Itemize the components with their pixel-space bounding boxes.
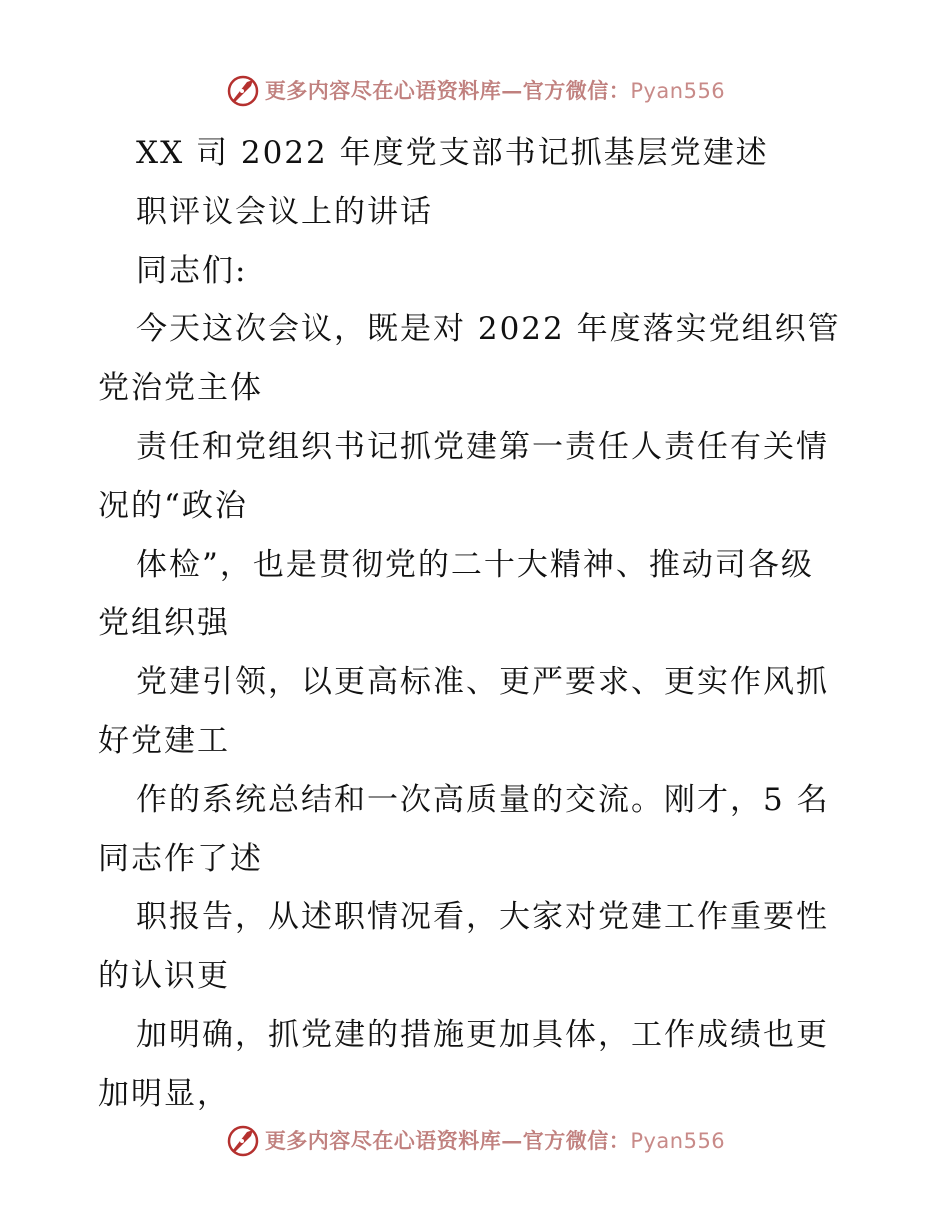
paragraph-line: 加明显，: [98, 1075, 230, 1112]
paragraph-line: 党治党主体: [98, 370, 263, 407]
header-watermark-banner: [0, 70, 950, 110]
paragraph-line: 加明确，抓党建的措施更加具体，工作成绩也更: [136, 1016, 829, 1053]
header-banner-text: 更多内容尽在心语资料库—官方微信：Pyan556: [264, 78, 726, 103]
footer-banner-text: 更多内容尽在心语资料库—官方微信：Pyan556: [264, 1128, 726, 1153]
paragraph-line: 的认识更: [98, 958, 230, 995]
salutation: 同志们:: [136, 252, 248, 289]
paragraph-line: 职报告，从述职情况看，大家对党建工作重要性: [136, 899, 829, 936]
paragraph-line: 党建引领，以更高标准、更严要求、更实作风抓: [136, 664, 829, 701]
title-line-1: XX 司 2022 年度党支部书记抓基层党建述: [136, 135, 769, 171]
pen-nib-logo-icon: [225, 1122, 261, 1158]
paragraph-line: 好党建工: [98, 722, 230, 759]
paragraph-line: 作的系统总结和一次高质量的交流。刚才，5 名: [136, 781, 830, 818]
footer-watermark-banner: [0, 1120, 950, 1160]
paragraph-line: 体检”，也是贯彻党的二十大精神、推动司各级: [136, 546, 814, 583]
header-banner-handle: Pyan556: [630, 79, 726, 103]
pen-nib-logo-icon: [225, 72, 261, 108]
document-body: [98, 124, 858, 1124]
paragraph-line: 况的“政治: [98, 487, 248, 524]
paragraph-line: 同志作了述: [98, 840, 263, 877]
title-line-2: 职评议会议上的讲话: [136, 193, 433, 230]
paragraph-line: 党组织强: [98, 605, 230, 642]
footer-banner-handle: Pyan556: [630, 1129, 726, 1153]
paragraph-line: 今天这次会议，既是对 2022 年度落实党组织管: [136, 311, 841, 348]
paragraph-line: 责任和党组织书记抓党建第一责任人责任有关情: [136, 428, 829, 465]
